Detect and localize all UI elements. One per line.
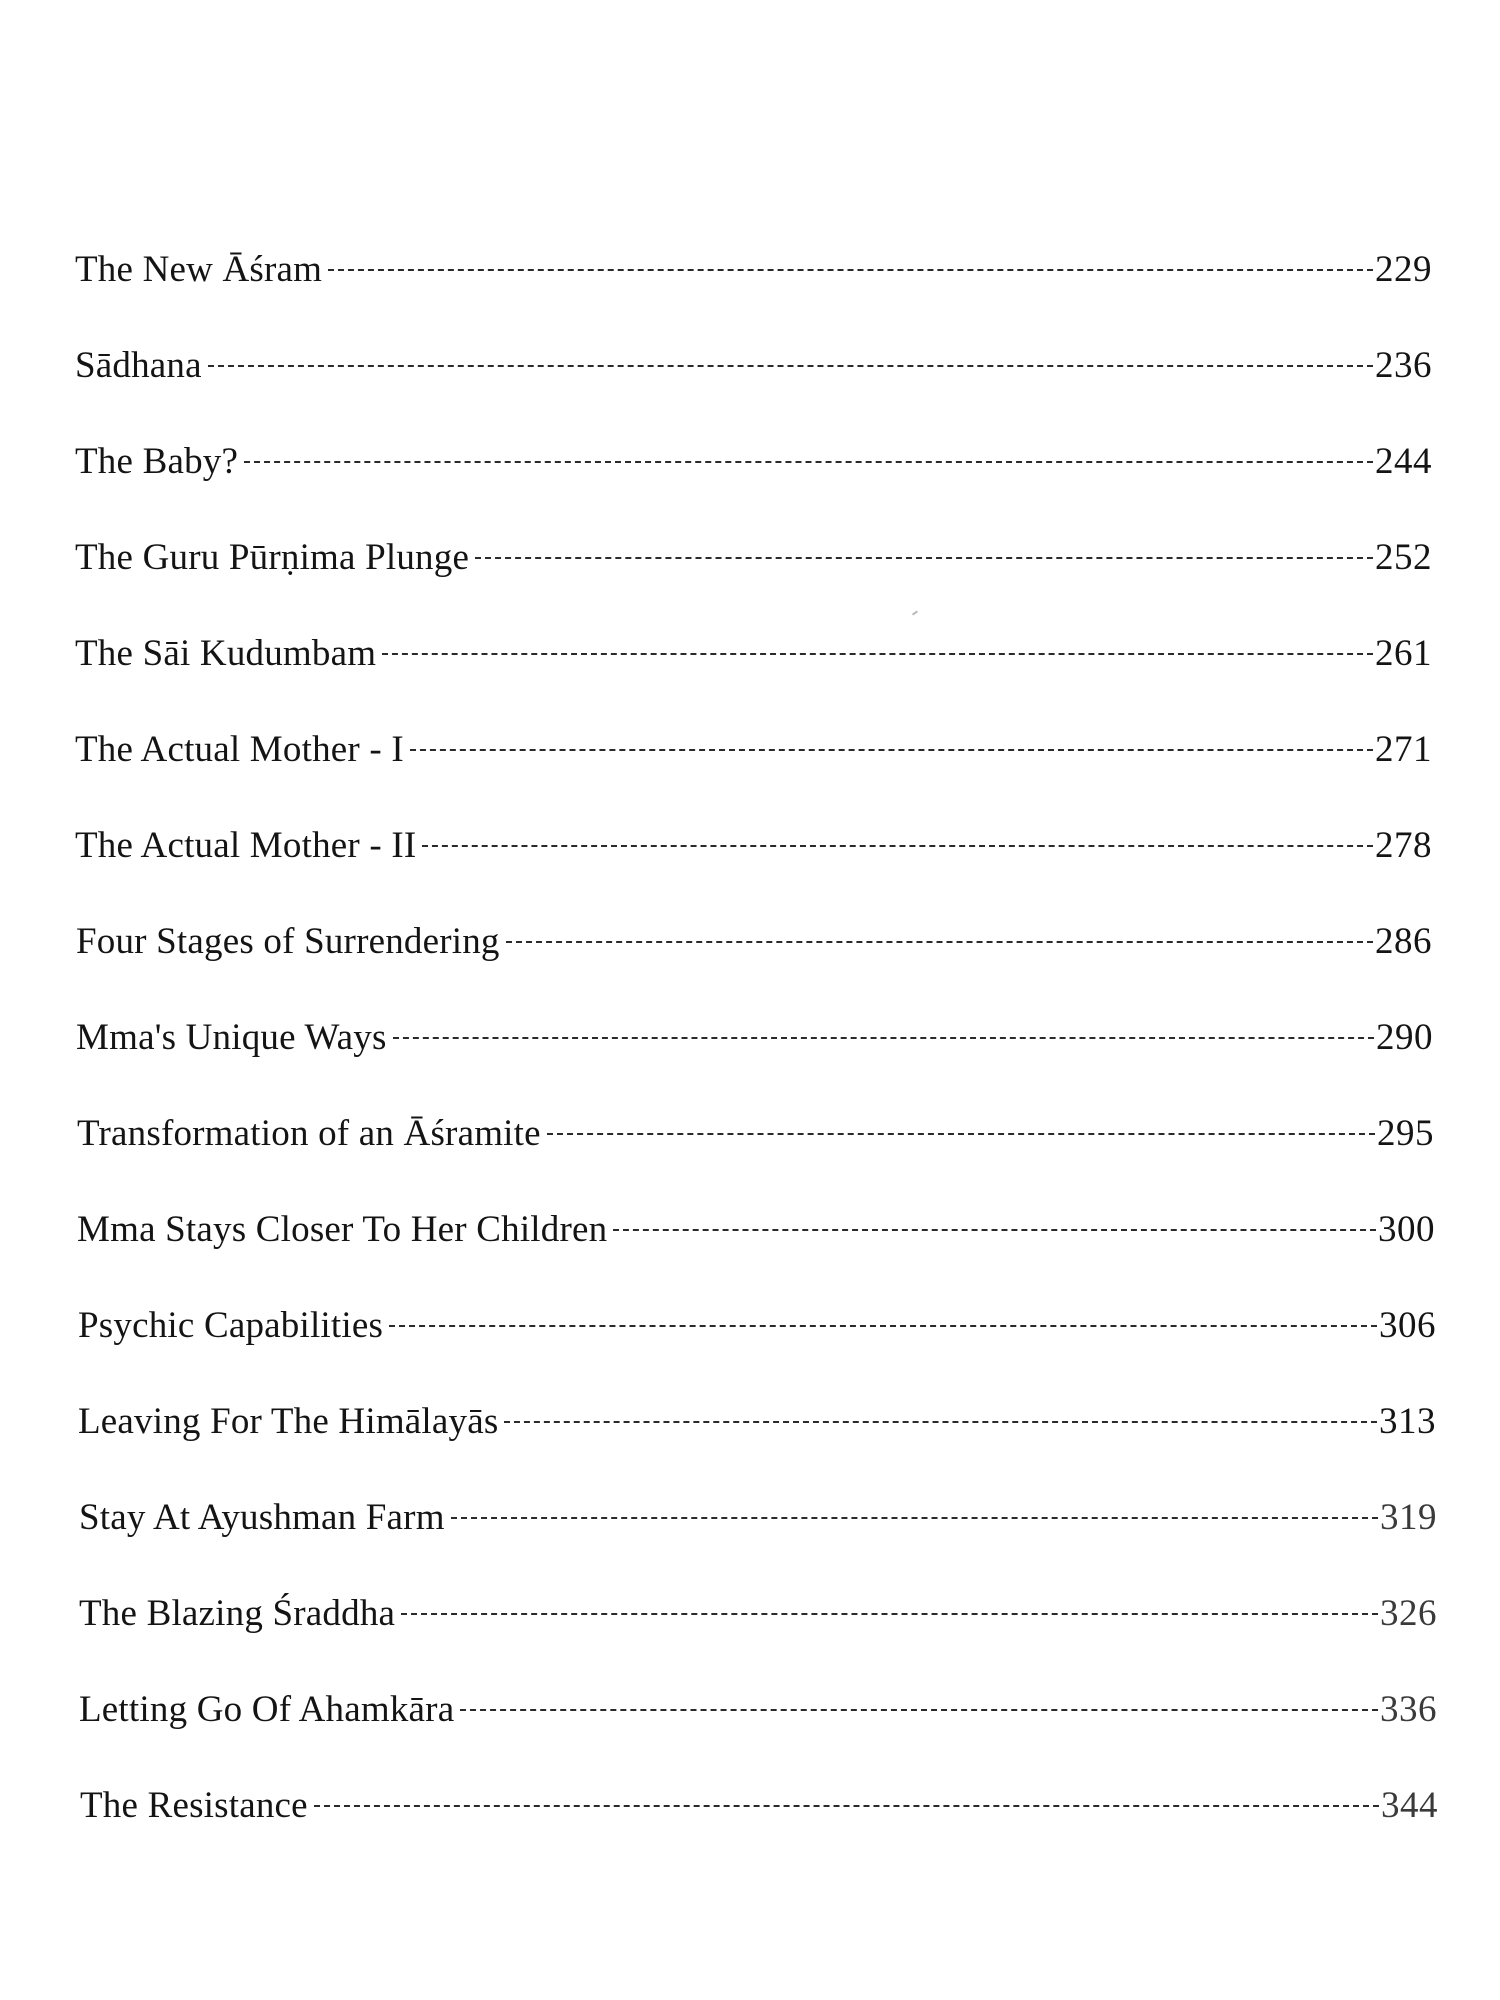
toc-entry-page: 244 (1375, 441, 1432, 482)
toc-entry-page: 290 (1376, 1017, 1433, 1058)
dot-leader (208, 365, 1373, 367)
dot-leader (504, 1421, 1377, 1423)
toc-entry (79, 1488, 1437, 1548)
toc-entry (75, 432, 1432, 492)
toc-entry (75, 336, 1432, 396)
toc-entry-page: 286 (1375, 921, 1432, 962)
dot-leader (460, 1709, 1378, 1711)
toc-entry-page: 252 (1375, 537, 1432, 578)
dot-leader (613, 1229, 1376, 1231)
dot-leader (475, 557, 1373, 559)
toc-entry-page: 236 (1375, 345, 1432, 386)
toc-entry-title: The Actual Mother - II (75, 825, 417, 866)
dot-leader (506, 941, 1373, 943)
toc-entry-title: The Sāi Kudumbam (75, 633, 377, 674)
toc-entry-page: 300 (1378, 1209, 1435, 1250)
toc-entry-title: Mma Stays Closer To Her Children (77, 1209, 608, 1250)
toc-entry-page: 344 (1381, 1785, 1438, 1826)
toc-entry (75, 816, 1432, 876)
toc-entry-title: The Resistance (80, 1785, 308, 1826)
toc-entry-page: 278 (1375, 825, 1432, 866)
toc-entry-page: 313 (1379, 1401, 1436, 1442)
toc-entry (76, 912, 1432, 972)
dot-leader (422, 845, 1373, 847)
toc-entry (78, 1296, 1436, 1356)
toc-entry-page: 295 (1377, 1113, 1434, 1154)
toc-entry-title: The Baby? (75, 441, 239, 482)
dot-leader (244, 461, 1373, 463)
dot-leader (314, 1805, 1379, 1807)
toc-entry-title: Leaving For The Himālayās (78, 1401, 499, 1442)
toc-entry-page: 326 (1380, 1593, 1437, 1634)
toc-entry-title: The Actual Mother - I (75, 729, 404, 770)
dot-leader (401, 1613, 1378, 1615)
toc-entry-page: 306 (1379, 1305, 1436, 1346)
toc-entry (76, 1008, 1433, 1068)
toc-entry-title: Letting Go Of Ahamkāra (79, 1689, 455, 1730)
toc-entry-title: Psychic Capabilities (78, 1305, 384, 1346)
toc-entry-page: 336 (1380, 1689, 1437, 1730)
toc-entry (75, 624, 1432, 684)
toc-entry-page: 229 (1375, 249, 1432, 290)
toc-entry-page: 261 (1375, 633, 1432, 674)
toc-entry (78, 1392, 1436, 1452)
toc-entry (79, 1584, 1437, 1644)
toc-entry-page: 319 (1380, 1497, 1437, 1538)
toc-entry-title: Four Stages of Surrendering (76, 921, 500, 962)
toc-entry-title: The New Āśram (75, 249, 323, 290)
toc-entry-title: Transformation of an Āśramite (77, 1113, 541, 1154)
dot-leader (382, 653, 1373, 655)
dot-leader (410, 749, 1373, 751)
toc-entry-title: The Guru Pūrṇima Plunge (75, 537, 470, 578)
toc-entry-title: Sādhana (75, 345, 202, 386)
toc-entry-title: Stay At Ayushman Farm (79, 1497, 445, 1538)
toc-entry (77, 1200, 1435, 1260)
scan-speck (912, 610, 918, 615)
dot-leader (393, 1037, 1374, 1039)
dot-leader (547, 1133, 1375, 1135)
toc-entry-page: 271 (1375, 729, 1432, 770)
toc-entry (75, 240, 1432, 300)
dot-leader (328, 269, 1373, 271)
dot-leader (451, 1517, 1378, 1519)
toc-entry-title: The Blazing Śraddha (79, 1593, 396, 1634)
toc-entry-title: Mma's Unique Ways (76, 1017, 387, 1058)
dot-leader (389, 1325, 1377, 1327)
toc-entry (75, 528, 1432, 588)
toc-entry (75, 720, 1432, 780)
toc-entry (79, 1680, 1437, 1740)
toc-entry (77, 1104, 1434, 1164)
toc-entry (80, 1776, 1438, 1836)
